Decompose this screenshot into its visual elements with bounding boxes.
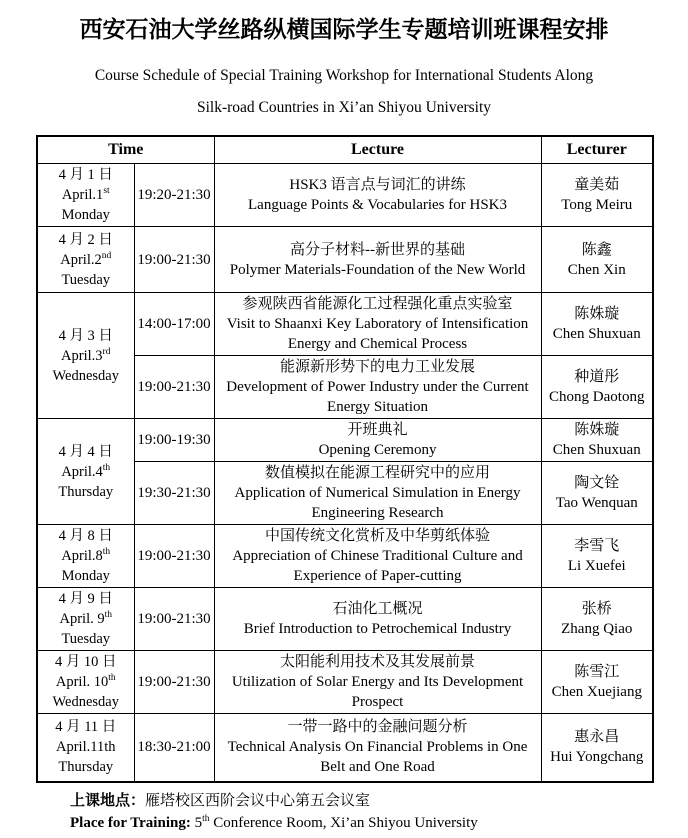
place-label-en: Place for Training:: [70, 814, 191, 831]
time-cell: 19:00-21:30: [134, 588, 214, 651]
date-cell: [37, 651, 134, 714]
lecture-title-en: Application of Numerical Simulation in Energy Engineering Research: [234, 485, 521, 521]
lecture-title-en: Language Points & Vocabularies for HSK3: [248, 197, 508, 213]
lecturer-cell: [541, 293, 653, 356]
lecture-cell: [214, 293, 541, 356]
place-label-cn: 上课地点：: [70, 792, 146, 809]
lecturer-name-cn: 李雪飞: [574, 538, 620, 554]
date-day: Tuesday: [61, 631, 111, 647]
lecturer-name-cn: 陈雪江: [574, 664, 620, 680]
table-row: [37, 227, 653, 293]
lecturer-name-cn: 张桥: [581, 601, 612, 617]
lecturer-name-en: Chen Xuejiang: [551, 684, 642, 700]
lecture-title-cn: 高分子材料--新世界的基础: [290, 241, 466, 258]
lecturer-name-cn: 陈鑫: [581, 241, 612, 258]
time-cell: 19:00-21:30: [134, 525, 214, 588]
lecture-title-en: Polymer Materials-Foundation of the New World: [229, 261, 526, 278]
lecturer-name-cn: 童美茹: [574, 177, 620, 193]
header-time: Time: [37, 136, 214, 164]
lecture-title-en: Development of Power Industry under the Current Energy Situation: [226, 379, 529, 415]
table-row: [37, 164, 653, 227]
ordinal-suffix: th: [202, 813, 210, 824]
date-cn: 4 月 3 日: [58, 327, 113, 344]
place-line-en: [70, 812, 688, 834]
date-en: April.1st: [61, 186, 110, 203]
date-cell: [37, 227, 134, 293]
table-row: [37, 525, 653, 588]
lecture-title-en: Appreciation of Chinese Traditional Culture and Experience of Paper-cutting: [232, 548, 523, 584]
date-day: Thursday: [58, 483, 114, 500]
date-day: Monday: [61, 207, 110, 223]
lecture-cell: [214, 227, 541, 293]
lecturer-name-en: Chen Shuxuan: [552, 442, 641, 458]
lecturer-name-en: Li Xuefei: [567, 558, 626, 574]
lecture-cell: [214, 714, 541, 782]
ordinal-suffix: rd: [102, 346, 111, 357]
lecturer-cell: [541, 419, 653, 462]
lecturer-cell: [541, 227, 653, 293]
time-cell: 18:30-21:00: [134, 714, 214, 782]
date-cell: [37, 164, 134, 227]
lecture-cell: [214, 462, 541, 525]
lecture-title-cn: 能源新形势下的电力工业发展: [280, 359, 476, 375]
lecture-title-en: Utilization of Solar Energy and Its Development Prospect: [231, 674, 524, 710]
lecturer-cell: [541, 164, 653, 227]
ordinal-suffix: th: [102, 462, 111, 473]
time-cell: 19:00-21:30: [134, 356, 214, 419]
date-cell: [37, 525, 134, 588]
ordinal-suffix: st: [103, 186, 110, 197]
date-cn: 4 月 9 日: [58, 591, 113, 607]
lecturer-name-en: Chong Daotong: [549, 389, 645, 405]
time-cell: 14:00-17:00: [134, 293, 214, 356]
date-day: Wednesday: [52, 367, 119, 384]
header-lecturer: Lecturer: [541, 136, 653, 164]
date-cell: [37, 588, 134, 651]
lecture-title-en: Technical Analysis On Financial Problems in One Belt and One Road: [227, 739, 528, 776]
date-cell: [37, 293, 134, 419]
date-day: Wednesday: [52, 694, 119, 710]
date-en: April.8th: [61, 547, 111, 564]
place-value-en-number: 5: [194, 814, 203, 831]
time-cell: 19:20-21:30: [134, 164, 214, 227]
date-day: Monday: [61, 568, 110, 584]
lecturer-cell: [541, 462, 653, 525]
lecture-title-en: Opening Ceremony: [318, 442, 437, 458]
ordinal-suffix: th: [108, 673, 116, 684]
lecturer-name-en: Chen Shuxuan: [552, 326, 641, 342]
lecturer-name-en: Tong Meiru: [561, 197, 633, 213]
place-value-cn: 雁塔校区西阶会议中心第五会议室: [145, 792, 371, 809]
lecturer-cell: [541, 651, 653, 714]
lecturer-name-cn: 陈姝璇: [574, 422, 620, 438]
lecture-title-cn: 石油化工概况: [332, 601, 423, 617]
table-row: [37, 714, 653, 782]
lecture-title-cn: 数值模拟在能源工程研究中的应用: [265, 465, 491, 481]
table-row: [37, 651, 653, 714]
lecturer-cell: [541, 356, 653, 419]
date-en: April.4th: [61, 462, 111, 480]
time-cell: 19:00-19:30: [134, 419, 214, 462]
lecturer-name-cn: 陈姝璇: [574, 306, 620, 322]
date-cn: 4 月 10 日: [54, 654, 117, 670]
lecture-cell: [214, 356, 541, 419]
lecturer-name-cn: 陶文铨: [574, 475, 620, 491]
date-cn: 4 月 8 日: [58, 528, 113, 544]
lecturer-name-cn: 种道彤: [574, 369, 620, 385]
ordinal-suffix: th: [104, 610, 112, 621]
lecturer-cell: [541, 588, 653, 651]
schedule-table: [36, 135, 654, 783]
time-cell: 19:30-21:30: [134, 462, 214, 525]
date-en: April. 10th: [55, 673, 116, 690]
lecture-title-en: Visit to Shaanxi Key Laboratory of Intensification Energy and Chemical Process: [226, 316, 529, 352]
date-cn: 4 月 11 日: [55, 719, 117, 736]
time-cell: 19:00-21:30: [134, 651, 214, 714]
subtitle-line-2: Silk-road Countries in Xi’an Shiyou University: [196, 99, 492, 116]
header-row: [37, 136, 653, 164]
date-cn: 4 月 4 日: [58, 443, 113, 460]
lecturer-name-en: Chen Xin: [567, 261, 626, 278]
table-row: [37, 588, 653, 651]
footer: [70, 790, 688, 834]
ordinal-suffix: th: [102, 547, 111, 558]
date-en: April.11th: [56, 739, 116, 756]
table-row: [37, 293, 653, 356]
date-en: April. 9th: [59, 610, 112, 627]
lecturer-cell: [541, 714, 653, 782]
date-cell: [37, 714, 134, 782]
time-cell: 19:00-21:30: [134, 227, 214, 293]
date-cn: 4 月 1 日: [58, 167, 113, 183]
lecturer-name-en: Zhang Qiao: [561, 621, 633, 637]
lecture-title-en: Brief Introduction to Petrochemical Industry: [243, 621, 512, 637]
ordinal-suffix: nd: [101, 250, 112, 261]
lecture-title-cn: 中国传统文化赏析及中华剪纸体验: [265, 528, 491, 544]
date-cn: 4 月 2 日: [58, 231, 113, 248]
date-day: Thursday: [58, 759, 114, 776]
place-line-cn: [70, 790, 688, 812]
date-en: April.2nd: [60, 250, 112, 268]
lecturer-name-en: Hui Yongchang: [550, 749, 644, 766]
lecture-cell: [214, 588, 541, 651]
lecturer-name-cn: 惠永昌: [574, 729, 620, 746]
lecture-cell: [214, 164, 541, 227]
date-day: Tuesday: [61, 271, 111, 288]
date-cell: [37, 419, 134, 525]
lecture-cell: [214, 525, 541, 588]
lecture-title-cn: HSK3 语言点与词汇的讲练: [289, 177, 466, 193]
lecture-title-cn: 参观陕西省能源化工过程强化重点实验室: [242, 296, 513, 312]
lecture-cell: [214, 651, 541, 714]
place-value-en-rest: Conference Room, Xi’an Shiyou University: [209, 814, 478, 831]
lecture-title-cn: 一带一路中的金融问题分析: [287, 719, 468, 736]
date-en: April.3rd: [61, 346, 111, 364]
subtitle-line-1: Course Schedule of Special Training Workshop for International Students Along: [94, 67, 594, 84]
lecturer-name-en: Tao Wenquan: [555, 495, 638, 511]
page-title: 西安石油大学丝路纵横国际学生专题培训班课程安排: [79, 17, 609, 42]
table-row: [37, 419, 653, 462]
lecture-title-cn: 太阳能利用技术及其发展前景: [280, 654, 476, 670]
lecturer-cell: [541, 525, 653, 588]
lecture-title-cn: 开班典礼: [347, 422, 408, 438]
lecture-cell: [214, 419, 541, 462]
header-lecture: Lecture: [214, 136, 541, 164]
